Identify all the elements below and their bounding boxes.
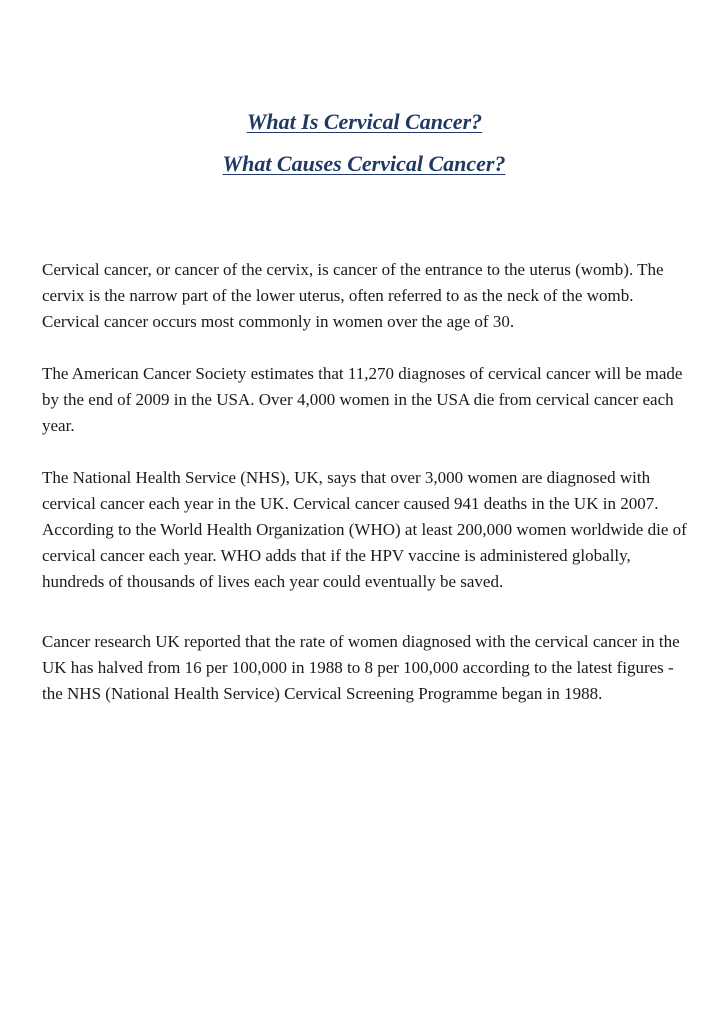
paragraph-uk-research: Cancer research UK reported that the rate of women diagnosed with the cervical cancer in the UK has halved from 16 per 100,000 in 1988 to 8 per 100,000 according to the latest figures - the NHS (National Health Service) Cervical Screening Programme began in 1988. — [42, 632, 680, 703]
title-block — [0, 101, 728, 185]
paragraph-uk-who-statistics: The National Health Service (NHS), UK, says that over 3,000 women are diagnosed with cervical cancer each year in the UK. Cervical cancer caused 941 deaths in the UK in 2007. According to the World Health Organization (WHO) at least 200,000 women worldwide die of cervical cancer each year. WHO adds that if the HPV vaccine is administered globally, hundreds of thousands of lives each year could eventually be saved. — [42, 468, 687, 591]
page-subtitle: What Causes Cervical Cancer? — [222, 151, 506, 176]
paragraph-us-statistics: The American Cancer Society estimates that 11,270 diagnoses of cervical cancer will be made by the end of 2009 in the USA. Over 4,000 women in the USA die from cervical cancer each year. — [42, 364, 683, 435]
document-body — [42, 257, 690, 733]
page-title: What Is Cervical Cancer? — [246, 109, 483, 134]
paragraph-intro: Cervical cancer, or cancer of the cervix, is cancer of the entrance to the uterus (womb). The cervix is the narrow part of the lower uterus, often referred to as the neck of the womb. Cervical cancer occurs most commonly in women over the age of 30. — [42, 260, 664, 331]
